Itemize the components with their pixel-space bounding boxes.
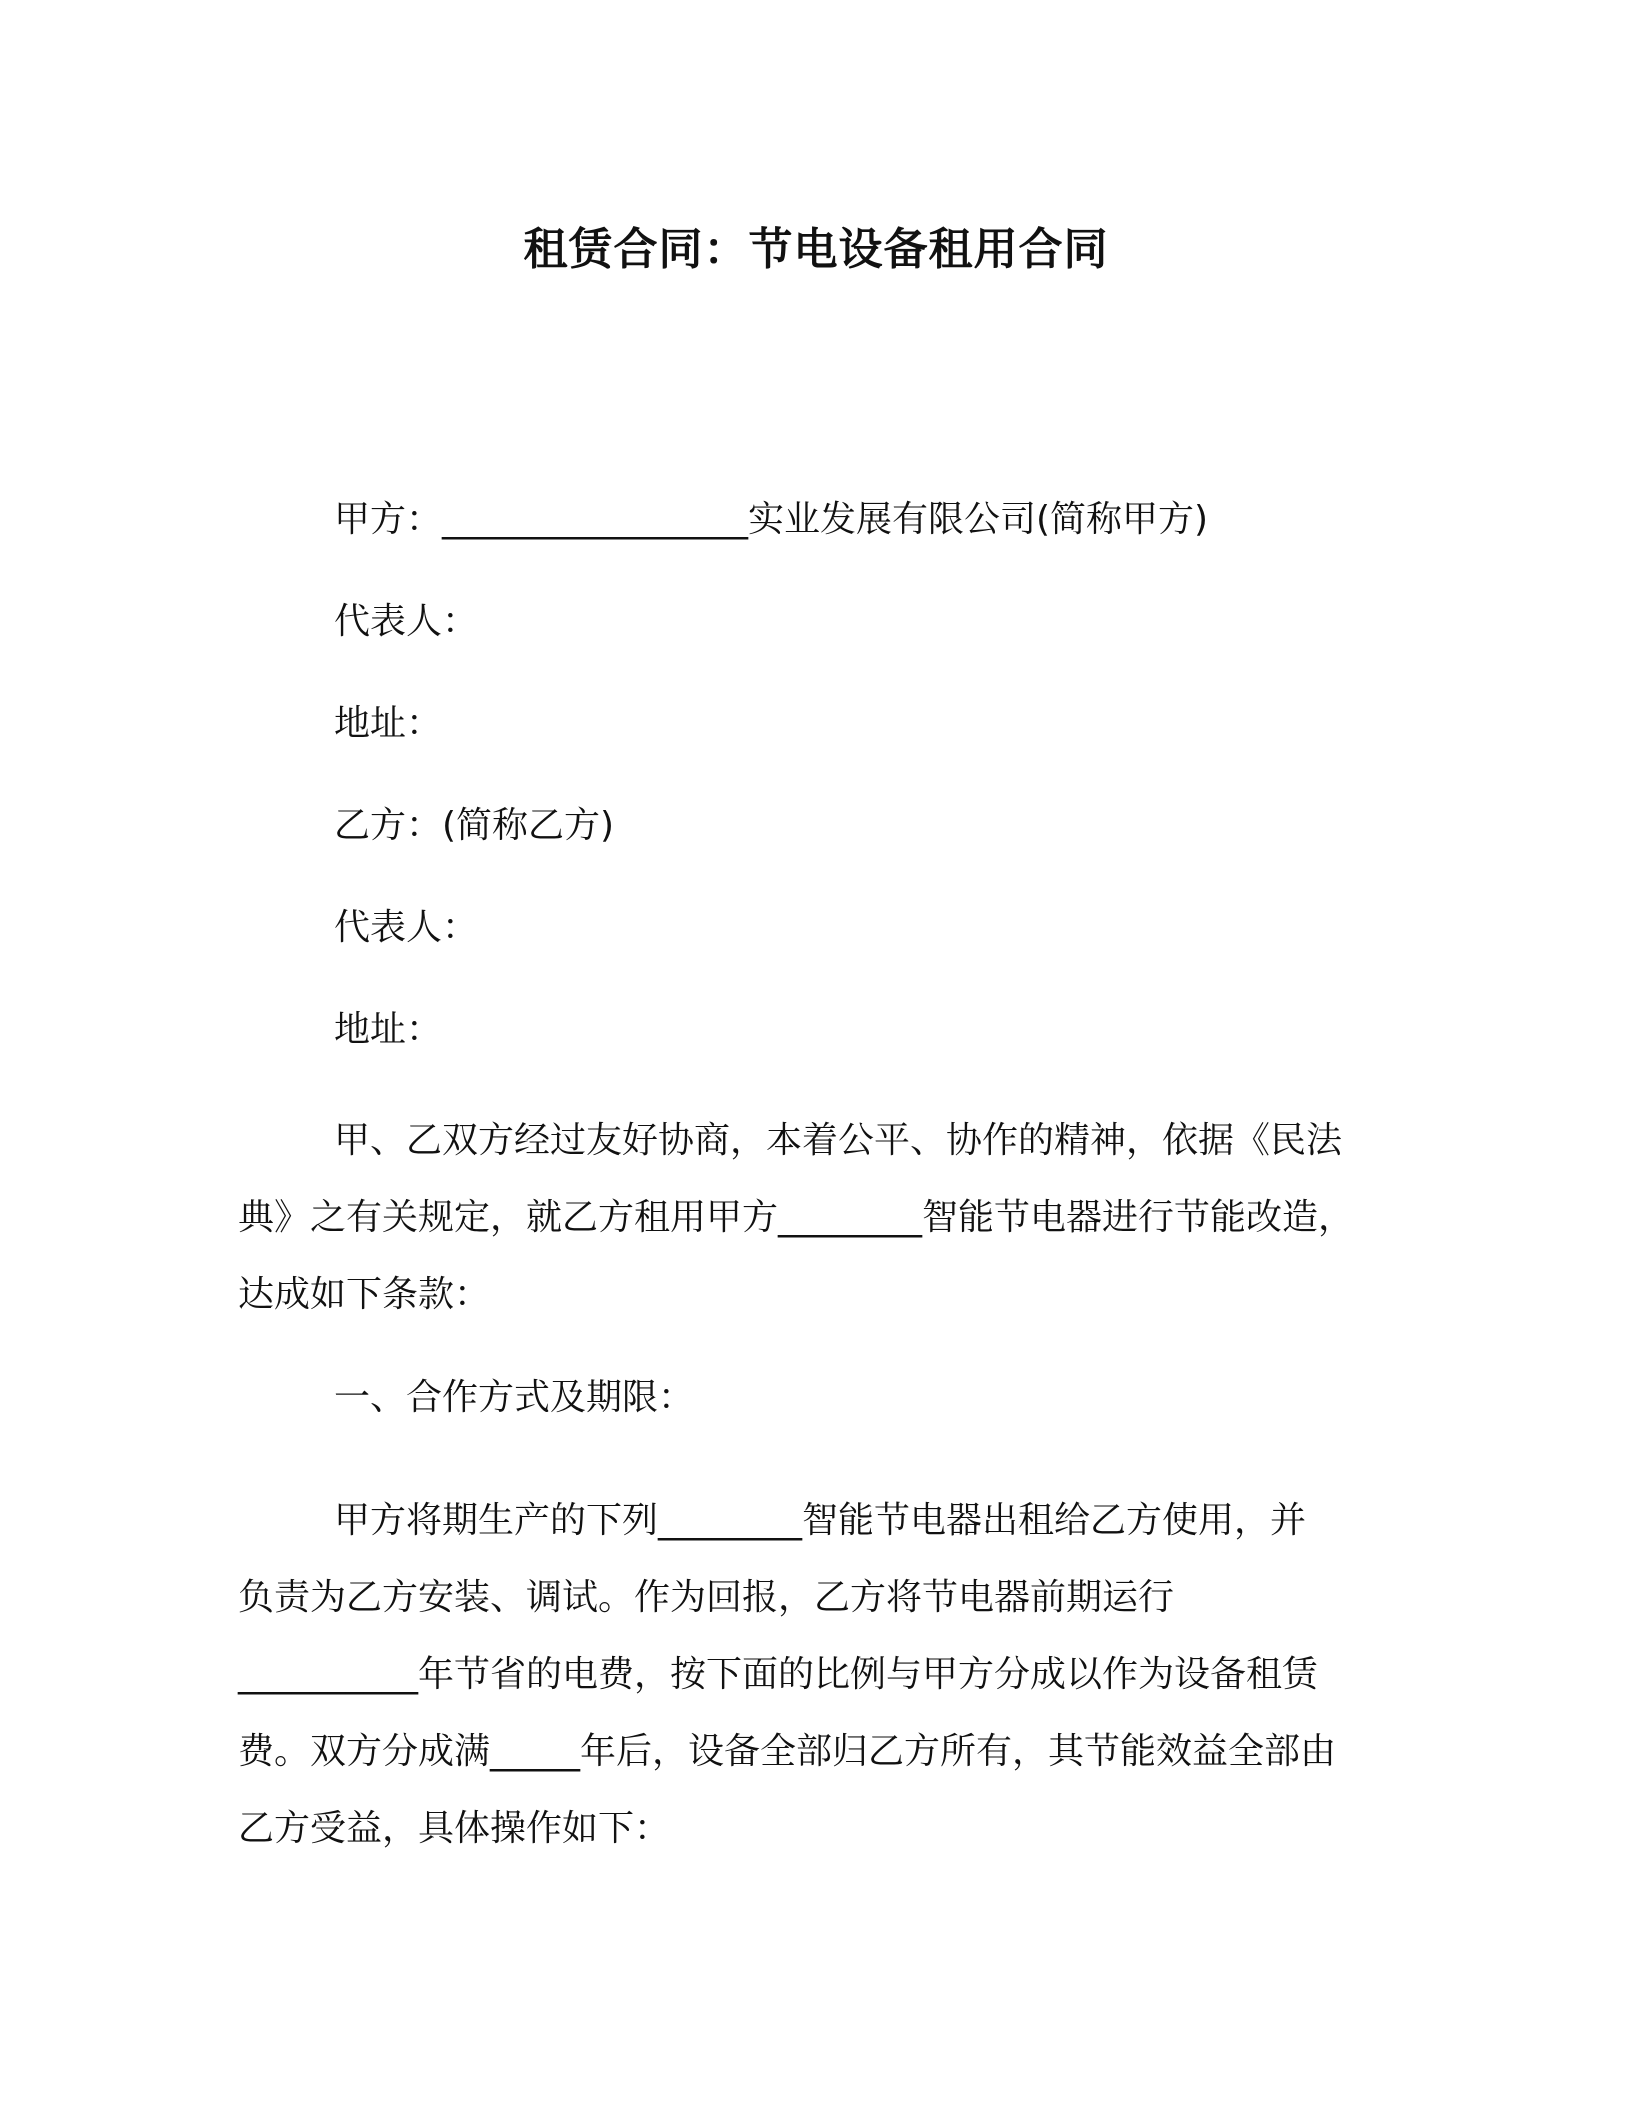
intro-line: 典》之有关规定，就乙方租用甲方________智能节电器进行节能改造， [238,1197,1355,1238]
section-1-paragraph [238,1482,1394,1867]
party-a-address: 地址： [334,703,443,744]
section-1-line: 负责为乙方安装、调试。作为回报，乙方将节电器前期运行 [238,1577,1175,1618]
party-a-line: 甲方：_________________实业发展有限公司(简称甲方) [334,499,1209,540]
section-1-line: 费。双方分成满_____年后，设备全部归乙方所有，其节能效益全部由 [238,1731,1337,1772]
document-title: 租赁合同：节电设备租用合同 [523,224,1109,275]
party-b-line: 乙方：(简称乙方) [334,805,615,846]
section-1-line: __________年节省的电费，按下面的比例与甲方分成以作为设备租赁 [238,1654,1319,1695]
section-1-line: 乙方受益，具体操作如下： [238,1808,671,1849]
intro-line: 甲、乙双方经过友好协商，本着公平、协作的精神，依据《民法 [334,1120,1343,1161]
section-1-heading: 一、合作方式及期限： [334,1377,695,1418]
section-1-line: 甲方将期生产的下列________智能节电器出租给乙方使用，并 [334,1500,1307,1541]
intro-line: 达成如下条款： [238,1274,491,1315]
party-b-address: 地址： [334,1009,443,1050]
party-a-representative: 代表人： [334,601,479,642]
intro-paragraph [238,1102,1394,1333]
party-b-representative: 代表人： [334,907,479,948]
